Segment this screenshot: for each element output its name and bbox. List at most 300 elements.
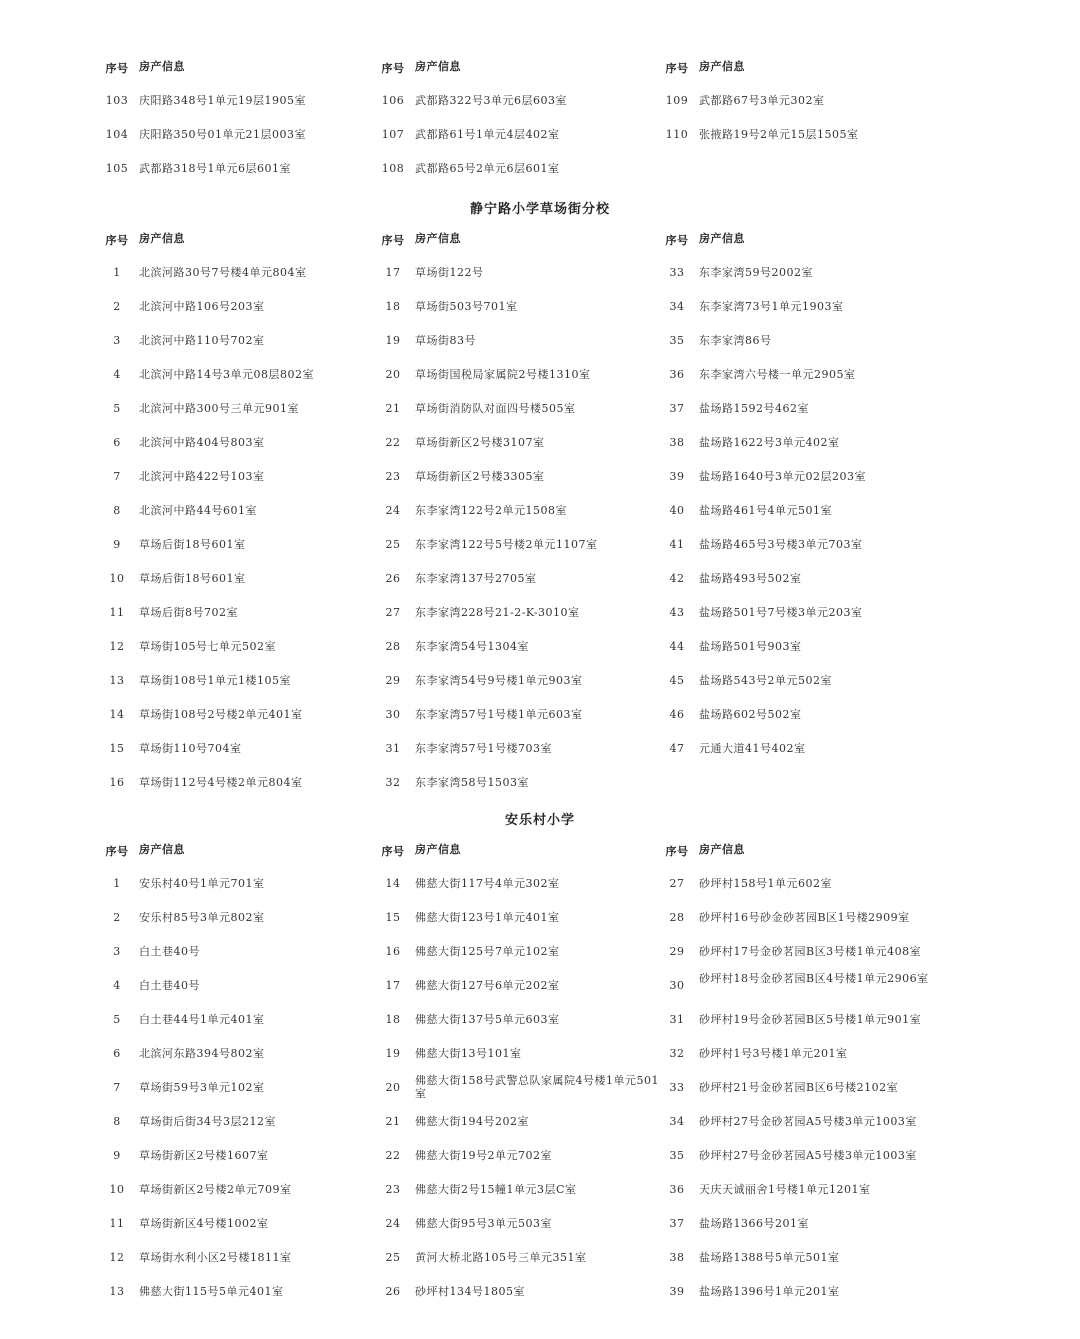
serial-number: 42 bbox=[669, 572, 685, 585]
property-info: 砂坪村1号3号楼1单元201室 bbox=[699, 1047, 848, 1060]
column-header bbox=[379, 60, 679, 94]
property-info: 盐场路1622号3单元402室 bbox=[699, 436, 840, 449]
list-item bbox=[663, 708, 963, 742]
serial-number: 41 bbox=[669, 538, 685, 551]
property-info: 草场后街8号702室 bbox=[139, 606, 238, 619]
property-info: 草场街新区2号楼3107室 bbox=[415, 436, 545, 449]
header-serial-label: 序号 bbox=[105, 62, 129, 75]
serial-number: 27 bbox=[385, 606, 401, 619]
property-info: 草场街新区2号楼3305室 bbox=[415, 470, 545, 483]
property-info: 草场街105号七单元502室 bbox=[139, 640, 276, 653]
serial-number: 17 bbox=[385, 979, 401, 992]
serial-number: 105 bbox=[105, 162, 129, 175]
serial-number: 29 bbox=[385, 674, 401, 687]
serial-number: 25 bbox=[385, 1251, 401, 1264]
serial-number: 1 bbox=[113, 266, 121, 279]
serial-number: 16 bbox=[109, 776, 125, 789]
property-info: 盐场路501号7号楼3单元203室 bbox=[699, 606, 863, 619]
property-info: 盐场路1388号5单元501室 bbox=[699, 1251, 840, 1264]
property-info: 盐场路465号3号楼3单元703室 bbox=[699, 538, 863, 551]
list-item bbox=[379, 128, 679, 162]
serial-number: 108 bbox=[381, 162, 405, 175]
serial-number: 40 bbox=[669, 504, 685, 517]
list-item bbox=[663, 470, 963, 504]
serial-number: 104 bbox=[105, 128, 129, 141]
property-info: 佛慈大街115号5单元401室 bbox=[139, 1285, 284, 1298]
property-info: 东李家湾六号楼一单元2905室 bbox=[699, 368, 856, 381]
serial-number: 23 bbox=[385, 470, 401, 483]
list-item bbox=[379, 334, 679, 368]
list-item bbox=[379, 538, 679, 572]
property-info: 元通大道41号402室 bbox=[699, 742, 806, 755]
list-item bbox=[379, 640, 679, 674]
property-info: 庆阳路348号1单元19层1905室 bbox=[139, 94, 306, 107]
serial-number: 8 bbox=[113, 504, 121, 517]
list-item bbox=[103, 776, 403, 810]
property-info: 砂坪村18号金砂茗园B区4号楼1单元2906室 bbox=[699, 972, 929, 985]
property-info: 武都路322号3单元6层603室 bbox=[415, 94, 567, 107]
list-item bbox=[103, 402, 403, 436]
serial-number: 32 bbox=[385, 776, 401, 789]
list-item bbox=[379, 94, 679, 128]
property-info: 佛慈大街123号1单元401室 bbox=[415, 911, 560, 924]
list-item bbox=[103, 606, 403, 640]
list-item bbox=[379, 470, 679, 504]
serial-number: 30 bbox=[669, 979, 685, 992]
serial-number: 10 bbox=[109, 1183, 125, 1196]
property-info: 草场街国税局家属院2号楼1310室 bbox=[415, 368, 591, 381]
list-item bbox=[103, 979, 403, 1013]
header-serial-label: 序号 bbox=[381, 62, 405, 75]
serial-number: 14 bbox=[385, 877, 401, 890]
header-info-label: 房产信息 bbox=[139, 60, 185, 73]
list-item bbox=[663, 1149, 963, 1183]
header-serial-label: 序号 bbox=[665, 234, 689, 247]
property-info: 白土巷40号 bbox=[139, 945, 200, 958]
property-info: 北滨河东路394号802室 bbox=[139, 1047, 265, 1060]
property-info: 砂坪村27号金砂茗园A5号楼3单元1003室 bbox=[699, 1149, 917, 1162]
property-info: 草场街112号4号楼2单元804室 bbox=[139, 776, 303, 789]
serial-number: 17 bbox=[385, 266, 401, 279]
property-info: 武都路65号2单元6层601室 bbox=[415, 162, 560, 175]
list-item bbox=[379, 1183, 679, 1217]
serial-number: 24 bbox=[385, 504, 401, 517]
list-item bbox=[379, 606, 679, 640]
serial-number: 3 bbox=[113, 334, 121, 347]
list-item bbox=[379, 368, 679, 402]
header-info-label: 房产信息 bbox=[415, 60, 461, 73]
list-item bbox=[103, 504, 403, 538]
list-item bbox=[103, 708, 403, 742]
serial-number: 30 bbox=[385, 708, 401, 721]
list-item bbox=[103, 266, 403, 300]
property-info: 砂坪村17号金砂茗园B区3号楼1单元408室 bbox=[699, 945, 922, 958]
list-item bbox=[379, 776, 679, 810]
list-item bbox=[379, 1217, 679, 1251]
list-item bbox=[103, 128, 403, 162]
list-item bbox=[103, 945, 403, 979]
property-info: 佛慈大街19号2单元702室 bbox=[415, 1149, 552, 1162]
list-item bbox=[103, 877, 403, 911]
list-item bbox=[663, 877, 963, 911]
property-info: 草场街59号3单元102室 bbox=[139, 1081, 265, 1094]
list-item bbox=[663, 606, 963, 640]
property-info: 北滨河中路14号3单元08层802室 bbox=[139, 368, 314, 381]
list-item bbox=[103, 640, 403, 674]
header-info-label: 房产信息 bbox=[415, 232, 461, 245]
list-item bbox=[663, 1183, 963, 1217]
property-info: 佛慈大街137号5单元603室 bbox=[415, 1013, 560, 1026]
property-info: 东李家湾57号1号楼703室 bbox=[415, 742, 552, 755]
list-item bbox=[663, 94, 963, 128]
serial-number: 29 bbox=[669, 945, 685, 958]
property-info: 北滨河中路404号803室 bbox=[139, 436, 265, 449]
property-info: 盐场路1366号201室 bbox=[699, 1217, 809, 1230]
list-item bbox=[663, 972, 963, 1013]
serial-number: 37 bbox=[669, 1217, 685, 1230]
property-info: 佛慈大街95号3单元503室 bbox=[415, 1217, 552, 1230]
header-serial-label: 序号 bbox=[665, 845, 689, 858]
property-info: 东李家湾122号5号楼2单元1107室 bbox=[415, 538, 598, 551]
serial-number: 106 bbox=[381, 94, 405, 107]
header-serial-label: 序号 bbox=[105, 845, 129, 858]
property-info: 草场街110号704室 bbox=[139, 742, 242, 755]
property-info: 草场后街18号601室 bbox=[139, 538, 246, 551]
property-info: 砂坪村134号1805室 bbox=[415, 1285, 525, 1298]
property-info: 草场街水利小区2号楼1811室 bbox=[139, 1251, 292, 1264]
list-item bbox=[103, 94, 403, 128]
list-item bbox=[379, 1115, 679, 1149]
list-item bbox=[103, 300, 403, 334]
list-item bbox=[379, 1013, 679, 1047]
serial-number: 26 bbox=[385, 1285, 401, 1298]
header-serial-label: 序号 bbox=[665, 62, 689, 75]
property-info: 草场街消防队对面四号楼505室 bbox=[415, 402, 576, 415]
list-item bbox=[103, 572, 403, 606]
serial-number: 14 bbox=[109, 708, 125, 721]
property-info: 草场街新区4号楼1002室 bbox=[139, 1217, 269, 1230]
serial-number: 9 bbox=[113, 1149, 121, 1162]
property-info: 武都路318号1单元6层601室 bbox=[139, 162, 291, 175]
property-info: 草场后街18号601室 bbox=[139, 572, 246, 585]
list-item bbox=[103, 1115, 403, 1149]
serial-number: 43 bbox=[669, 606, 685, 619]
header-info-label: 房产信息 bbox=[139, 843, 185, 856]
list-item bbox=[103, 1149, 403, 1183]
list-item bbox=[379, 572, 679, 606]
property-info: 佛慈大街127号6单元202室 bbox=[415, 979, 560, 992]
serial-number: 109 bbox=[665, 94, 689, 107]
list-item bbox=[663, 1217, 963, 1251]
serial-number: 15 bbox=[385, 911, 401, 924]
serial-number: 38 bbox=[669, 1251, 685, 1264]
property-info: 砂坪村27号金砂茗园A5号楼3单元1003室 bbox=[699, 1115, 917, 1128]
serial-number: 35 bbox=[669, 1149, 685, 1162]
list-item bbox=[103, 1081, 403, 1115]
property-info: 北滨河中路44号601室 bbox=[139, 504, 257, 517]
serial-number: 24 bbox=[385, 1217, 401, 1230]
property-info: 盐场路461号4单元501室 bbox=[699, 504, 832, 517]
property-info: 砂坪村19号金砂茗园B区5号楼1单元901室 bbox=[699, 1013, 922, 1026]
property-info: 砂坪村21号金砂茗园B区6号楼2102室 bbox=[699, 1081, 899, 1094]
list-item bbox=[379, 402, 679, 436]
list-item bbox=[379, 742, 679, 776]
list-item bbox=[663, 911, 963, 945]
property-info: 东李家湾58号1503室 bbox=[415, 776, 529, 789]
property-info: 北滨河中路422号103室 bbox=[139, 470, 265, 483]
serial-number: 31 bbox=[669, 1013, 685, 1026]
list-item bbox=[379, 708, 679, 742]
property-info: 草场街503号701室 bbox=[415, 300, 518, 313]
list-item bbox=[103, 911, 403, 945]
serial-number: 12 bbox=[109, 640, 125, 653]
property-info: 白土巷44号1单元401室 bbox=[139, 1013, 265, 1026]
list-item bbox=[103, 162, 403, 196]
column-header bbox=[379, 843, 679, 877]
serial-number: 13 bbox=[109, 674, 125, 687]
list-item bbox=[379, 266, 679, 300]
list-item bbox=[103, 436, 403, 470]
property-info: 盐场路1640号3单元02层203室 bbox=[699, 470, 866, 483]
property-info: 盐场路543号2单元502室 bbox=[699, 674, 832, 687]
header-serial-label: 序号 bbox=[381, 845, 405, 858]
serial-number: 22 bbox=[385, 1149, 401, 1162]
serial-number: 44 bbox=[669, 640, 685, 653]
list-item bbox=[663, 640, 963, 674]
property-info: 佛慈大街158号武警总队家属院4号楼1单元501室 bbox=[415, 1074, 659, 1100]
property-info: 佛慈大街117号4单元302室 bbox=[415, 877, 560, 890]
property-info: 草场街后街34号3层212室 bbox=[139, 1115, 276, 1128]
column-header bbox=[103, 232, 403, 266]
serial-number: 33 bbox=[669, 266, 685, 279]
property-info: 盐场路493号502室 bbox=[699, 572, 802, 585]
serial-number: 7 bbox=[113, 470, 121, 483]
property-info: 东李家湾86号 bbox=[699, 334, 772, 347]
property-info: 盐场路602号502室 bbox=[699, 708, 802, 721]
list-item bbox=[103, 674, 403, 708]
serial-number: 26 bbox=[385, 572, 401, 585]
list-item bbox=[663, 674, 963, 708]
serial-number: 46 bbox=[669, 708, 685, 721]
property-info: 黄河大桥北路105号三单元351室 bbox=[415, 1251, 587, 1264]
property-info: 草场街新区2号楼1607室 bbox=[139, 1149, 269, 1162]
list-item bbox=[379, 1074, 679, 1115]
serial-number: 15 bbox=[109, 742, 125, 755]
list-item bbox=[379, 979, 679, 1013]
property-info: 安乐村40号1单元701室 bbox=[139, 877, 265, 890]
list-item bbox=[379, 1285, 679, 1319]
list-item bbox=[379, 674, 679, 708]
property-info: 东李家湾122号2单元1508室 bbox=[415, 504, 567, 517]
serial-number: 37 bbox=[669, 402, 685, 415]
list-item bbox=[379, 1251, 679, 1285]
list-item bbox=[103, 742, 403, 776]
list-item bbox=[379, 1149, 679, 1183]
property-info: 北滨河中路300号三单元901室 bbox=[139, 402, 299, 415]
serial-number: 39 bbox=[669, 1285, 685, 1298]
property-info: 盐场路1592号462室 bbox=[699, 402, 809, 415]
list-item bbox=[663, 538, 963, 572]
serial-number: 11 bbox=[109, 606, 125, 619]
list-item bbox=[379, 436, 679, 470]
serial-number: 34 bbox=[669, 300, 685, 313]
column-header bbox=[379, 232, 679, 266]
property-info: 张掖路19号2单元15层1505室 bbox=[699, 128, 859, 141]
list-item bbox=[103, 1013, 403, 1047]
serial-number: 34 bbox=[669, 1115, 685, 1128]
property-info: 天庆天诚丽舍1号楼1单元1201室 bbox=[699, 1183, 871, 1196]
list-item bbox=[103, 1183, 403, 1217]
list-item bbox=[663, 1285, 963, 1319]
serial-number: 21 bbox=[385, 1115, 401, 1128]
property-info: 佛慈大街194号202室 bbox=[415, 1115, 529, 1128]
property-info: 庆阳路350号01单元21层003室 bbox=[139, 128, 306, 141]
property-info: 东李家湾54号1304室 bbox=[415, 640, 529, 653]
list-item bbox=[663, 128, 963, 162]
serial-number: 39 bbox=[669, 470, 685, 483]
list-item bbox=[103, 1285, 403, 1319]
serial-number: 28 bbox=[385, 640, 401, 653]
serial-number: 25 bbox=[385, 538, 401, 551]
serial-number: 103 bbox=[105, 94, 129, 107]
serial-number: 20 bbox=[385, 368, 401, 381]
serial-number: 13 bbox=[109, 1285, 125, 1298]
serial-number: 32 bbox=[669, 1047, 685, 1060]
column-header bbox=[663, 232, 963, 266]
list-item bbox=[663, 334, 963, 368]
header-info-label: 房产信息 bbox=[699, 843, 745, 856]
property-info: 安乐村85号3单元802室 bbox=[139, 911, 265, 924]
property-info: 佛慈大街125号7单元102室 bbox=[415, 945, 560, 958]
section-title: 静宁路小学草场街分校 bbox=[469, 202, 610, 217]
serial-number: 10 bbox=[109, 572, 125, 585]
list-item bbox=[663, 1081, 963, 1115]
serial-number: 36 bbox=[669, 368, 685, 381]
list-item bbox=[663, 368, 963, 402]
serial-number: 9 bbox=[113, 538, 121, 551]
list-item bbox=[663, 436, 963, 470]
property-info: 北滨河路30号7号楼4单元804室 bbox=[139, 266, 307, 279]
property-info: 白土巷40号 bbox=[139, 979, 200, 992]
serial-number: 18 bbox=[385, 1013, 401, 1026]
serial-number: 2 bbox=[113, 911, 121, 924]
property-info: 东李家湾59号2002室 bbox=[699, 266, 813, 279]
serial-number: 22 bbox=[385, 436, 401, 449]
property-info: 东李家湾54号9号楼1单元903室 bbox=[415, 674, 583, 687]
serial-number: 1 bbox=[113, 877, 121, 890]
header-info-label: 房产信息 bbox=[139, 232, 185, 245]
serial-number: 5 bbox=[113, 402, 121, 415]
serial-number: 7 bbox=[113, 1081, 121, 1094]
column-header bbox=[103, 843, 403, 877]
list-item bbox=[103, 368, 403, 402]
header-info-label: 房产信息 bbox=[699, 232, 745, 245]
serial-number: 33 bbox=[669, 1081, 685, 1094]
list-item bbox=[379, 877, 679, 911]
property-info: 东李家湾228号21-2-K-3010室 bbox=[415, 606, 580, 619]
serial-number: 6 bbox=[113, 1047, 121, 1060]
header-info-label: 房产信息 bbox=[415, 843, 461, 856]
list-item bbox=[663, 1251, 963, 1285]
list-item bbox=[663, 572, 963, 606]
list-item bbox=[663, 742, 963, 776]
property-info: 砂坪村16号砂金砂茗园B区1号楼2909室 bbox=[699, 911, 910, 924]
property-info: 草场街122号 bbox=[415, 266, 484, 279]
list-item bbox=[103, 470, 403, 504]
serial-number: 107 bbox=[381, 128, 405, 141]
list-item bbox=[379, 911, 679, 945]
property-info: 草场街83号 bbox=[415, 334, 476, 347]
column-header bbox=[663, 843, 963, 877]
serial-number: 11 bbox=[109, 1217, 125, 1230]
serial-number: 23 bbox=[385, 1183, 401, 1196]
serial-number: 45 bbox=[669, 674, 685, 687]
list-item bbox=[379, 162, 679, 196]
property-info: 武都路61号1单元4层402室 bbox=[415, 128, 560, 141]
property-info: 东李家湾137号2705室 bbox=[415, 572, 537, 585]
serial-number: 35 bbox=[669, 334, 685, 347]
list-item bbox=[663, 402, 963, 436]
list-item bbox=[379, 945, 679, 979]
list-item bbox=[103, 1047, 403, 1081]
serial-number: 27 bbox=[669, 877, 685, 890]
list-item bbox=[379, 300, 679, 334]
serial-number: 4 bbox=[113, 979, 121, 992]
list-item bbox=[663, 1115, 963, 1149]
serial-number: 19 bbox=[385, 334, 401, 347]
section-title: 安乐村小学 bbox=[504, 813, 575, 828]
serial-number: 16 bbox=[385, 945, 401, 958]
serial-number: 47 bbox=[669, 742, 685, 755]
serial-number: 20 bbox=[385, 1081, 401, 1094]
serial-number: 28 bbox=[669, 911, 685, 924]
serial-number: 31 bbox=[385, 742, 401, 755]
list-item bbox=[663, 1047, 963, 1081]
list-item bbox=[663, 300, 963, 334]
serial-number: 110 bbox=[665, 128, 689, 141]
property-info: 武都路67号3单元302室 bbox=[699, 94, 825, 107]
property-info: 砂坪村158号1单元602室 bbox=[699, 877, 832, 890]
serial-number: 38 bbox=[669, 436, 685, 449]
serial-number: 5 bbox=[113, 1013, 121, 1026]
list-item bbox=[663, 504, 963, 538]
serial-number: 3 bbox=[113, 945, 121, 958]
property-info: 佛慈大街2号15幢1单元3层C室 bbox=[415, 1183, 577, 1196]
list-item bbox=[379, 504, 679, 538]
property-info: 盐场路501号903室 bbox=[699, 640, 802, 653]
list-item bbox=[103, 1251, 403, 1285]
serial-number: 2 bbox=[113, 300, 121, 313]
serial-number: 21 bbox=[385, 402, 401, 415]
serial-number: 12 bbox=[109, 1251, 125, 1264]
property-info: 东李家湾73号1单元1903室 bbox=[699, 300, 844, 313]
header-serial-label: 序号 bbox=[381, 234, 405, 247]
serial-number: 36 bbox=[669, 1183, 685, 1196]
property-info: 盐场路1396号1单元201室 bbox=[699, 1285, 840, 1298]
list-item bbox=[103, 538, 403, 572]
serial-number: 4 bbox=[113, 368, 121, 381]
list-item bbox=[103, 334, 403, 368]
column-header bbox=[103, 60, 403, 94]
header-serial-label: 序号 bbox=[105, 234, 129, 247]
header-info-label: 房产信息 bbox=[699, 60, 745, 73]
serial-number: 18 bbox=[385, 300, 401, 313]
property-info: 东李家湾57号1号楼1单元603室 bbox=[415, 708, 583, 721]
property-info: 草场街新区2号楼2单元709室 bbox=[139, 1183, 292, 1196]
property-info: 北滨河中路106号203室 bbox=[139, 300, 265, 313]
serial-number: 8 bbox=[113, 1115, 121, 1128]
list-item bbox=[103, 1217, 403, 1251]
